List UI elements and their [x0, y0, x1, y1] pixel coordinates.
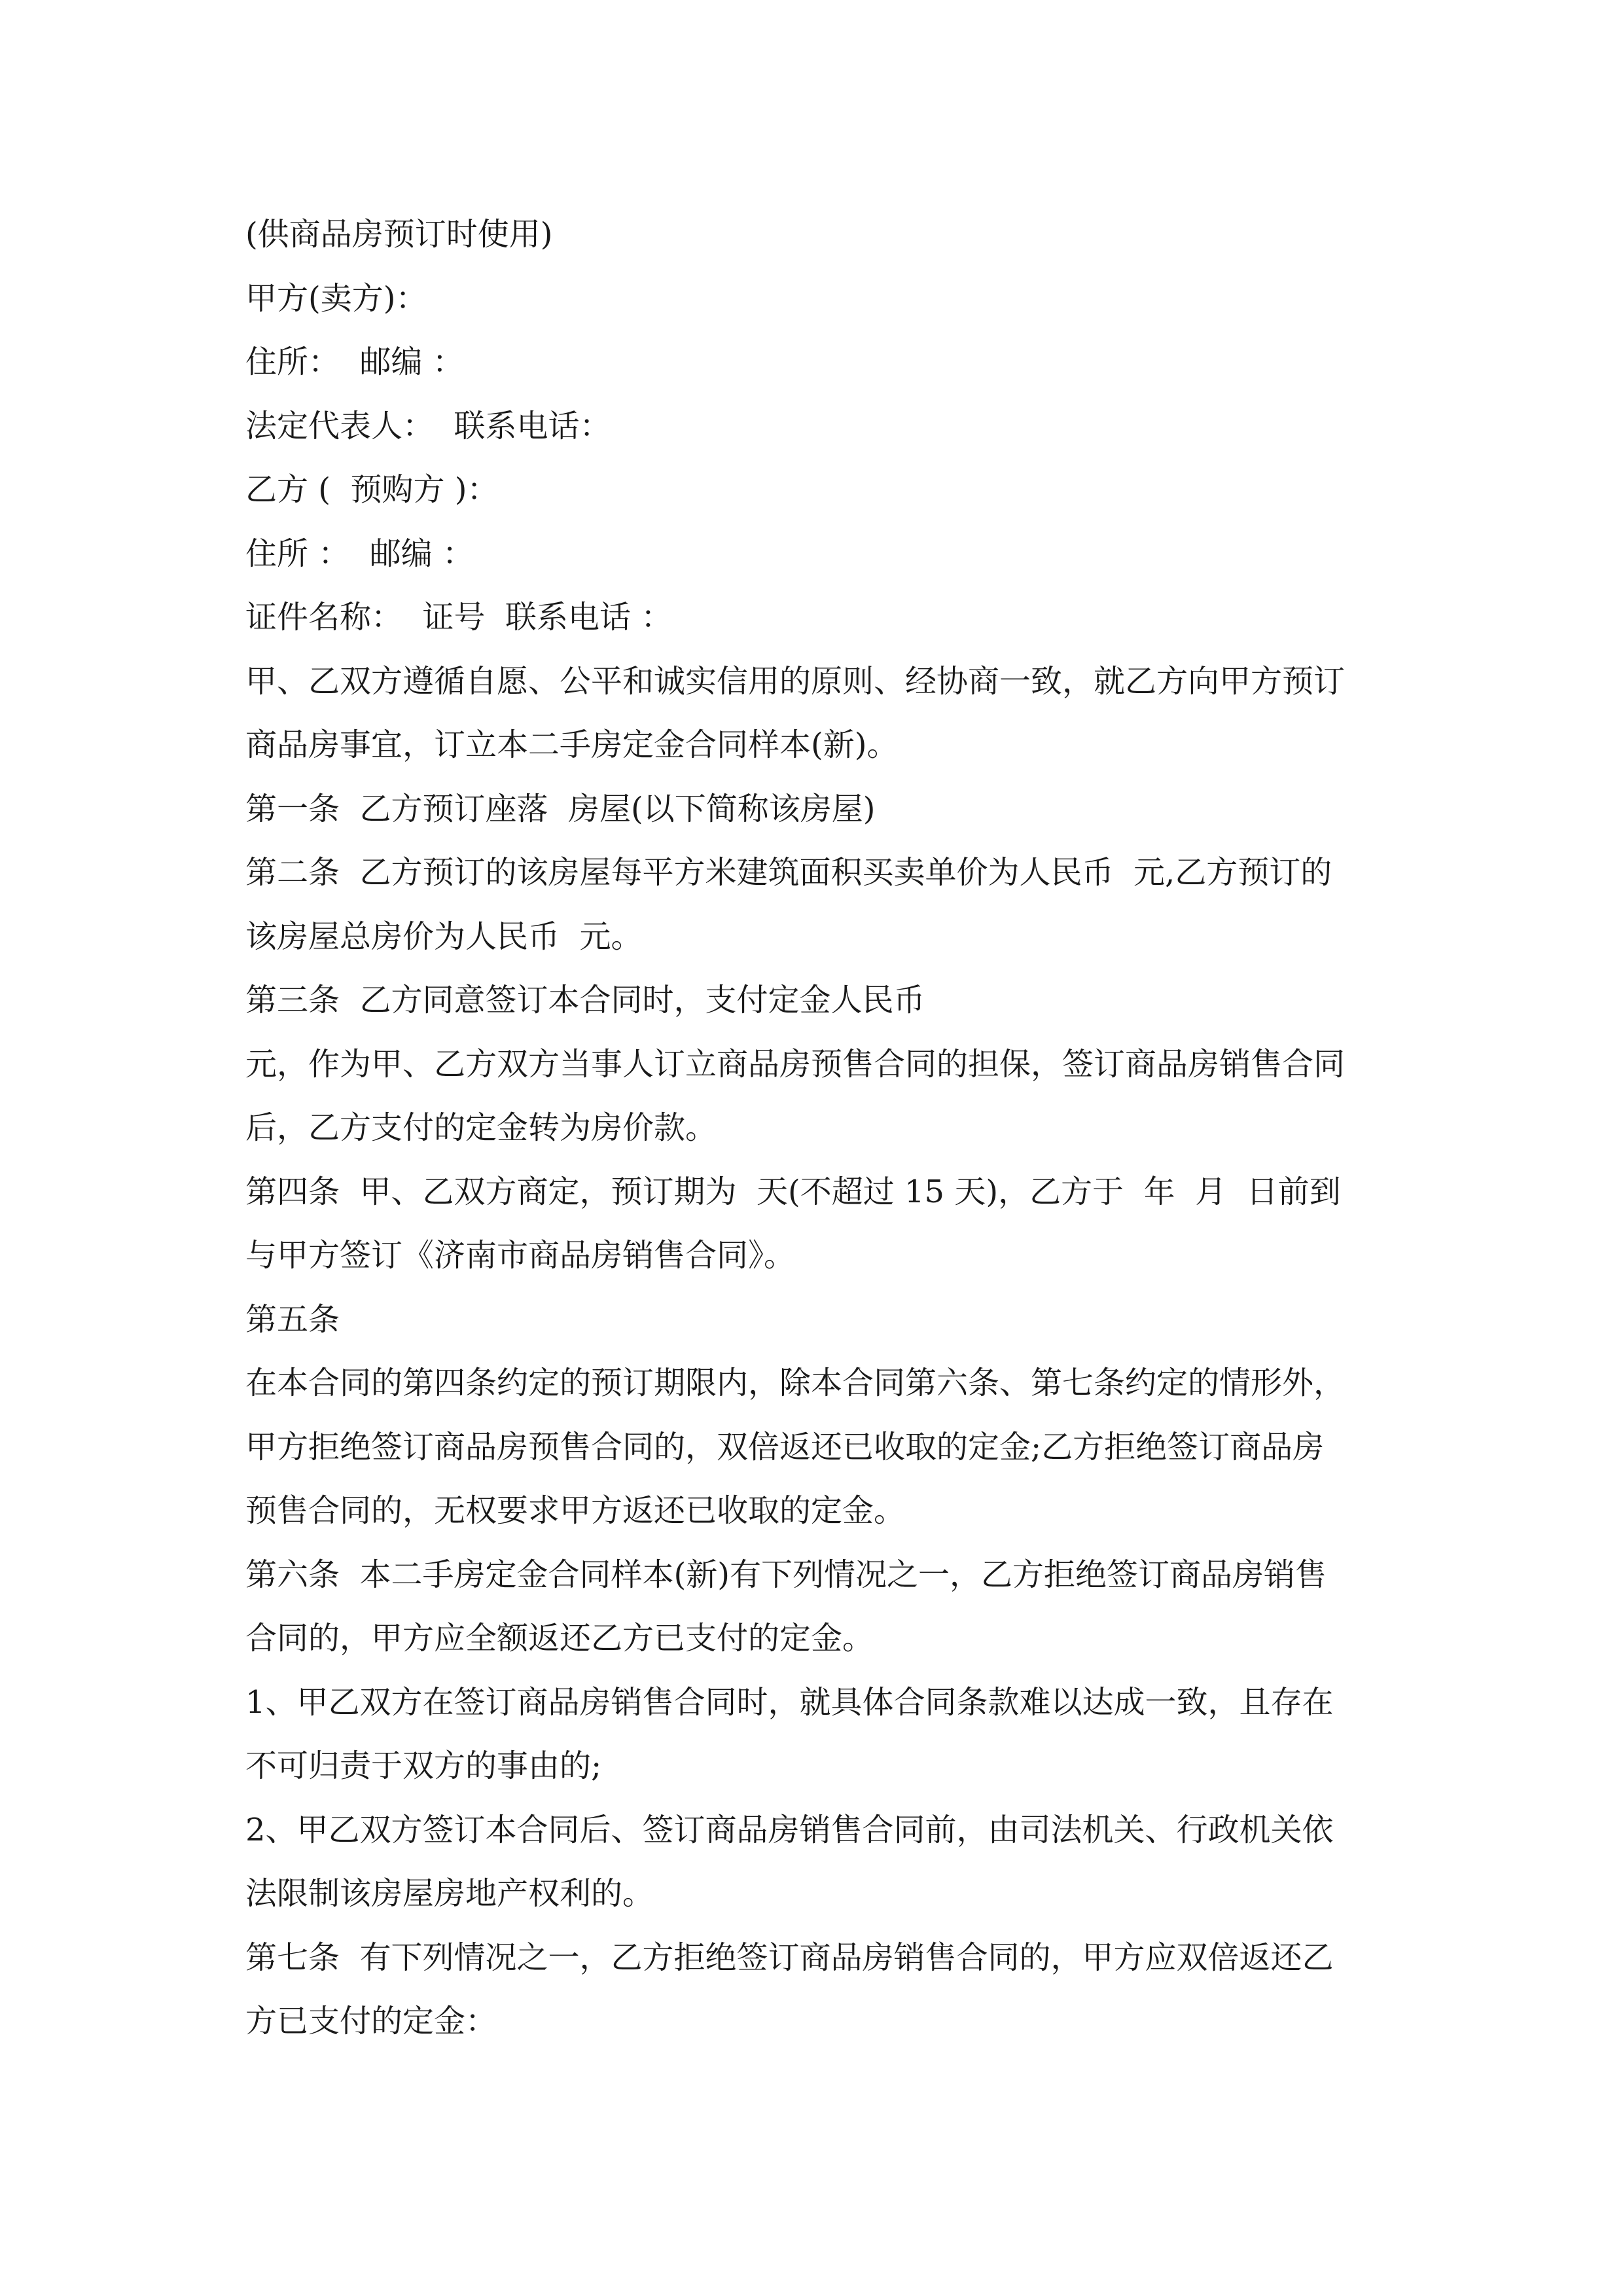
- text-line: 第一条 乙方预订座落 房屋(以下简称该房屋): [245, 790, 876, 827]
- text-line: 住所： 邮编 ：: [245, 344, 464, 380]
- text-line: 甲、乙双方遵循自愿、公平和诚实信用的原则、经协商一致，就乙方向甲方预订: [245, 662, 1346, 700]
- text-line: 法限制该房屋房地产权利的。: [245, 1875, 654, 1912]
- text-line: 在本合同的第四条约定的预订期限内，除本合同第六条、第七条约定的情形外，: [245, 1365, 1346, 1401]
- text-line: 第七条 有下列情况之一，乙方拒绝签订商品房销售合同的，甲方应双倍返还乙: [245, 1939, 1334, 1976]
- text-line: 第二条 乙方预订的该房屋每平方米建筑面积买卖单价为人民币 元,乙方预订的: [245, 854, 1332, 891]
- text-line: 商品房事宜，订立本二手房定金合同样本(新)。: [245, 726, 899, 763]
- text-line: 第三条 乙方同意签订本合同时，支付定金人民币: [245, 982, 925, 1018]
- text-line: 第五条: [245, 1300, 340, 1338]
- text-line: 后，乙方支付的定金转为房价款。: [245, 1109, 717, 1146]
- text-line: 合同的，甲方应全额返还乙方已支付的定金。: [245, 1620, 874, 1657]
- text-line: 该房屋总房价为人民币 元。: [245, 918, 643, 955]
- text-line: 不可归责于双方的事由的;: [245, 1748, 602, 1784]
- text-line: 甲方拒绝签订商品房预售合同的，双倍返还已收取的定金;乙方拒绝签订商品房: [245, 1428, 1325, 1465]
- text-line: 证件名称： 证号 联系电话 ：: [245, 599, 673, 636]
- text-line: 法定代表人： 联系电话：: [245, 407, 611, 444]
- text-line: 住所 ： 邮编 ：: [245, 535, 474, 572]
- text-line: 预售合同的，无权要求甲方返还已收取的定金。: [245, 1492, 906, 1529]
- text-line: 乙方 ( 预购方 )：: [245, 471, 499, 508]
- text-line: 1、甲乙双方在签订商品房销售合同时，就具体合同条款难以达成一致，且存在: [245, 1683, 1334, 1721]
- text-line: 方已支付的定金：: [245, 2003, 497, 2039]
- text-line: (供商品房预订时使用): [245, 216, 553, 253]
- text-line: 元，作为甲、乙方双方当事人订立商品房预售合同的担保，签订商品房销售合同: [245, 1045, 1346, 1083]
- text-line: 与甲方签订《济南市商品房销售合同》。: [245, 1237, 796, 1274]
- text-line: 第六条 本二手房定金合同样本(新)有下列情况之一，乙方拒绝签订商品房销售: [245, 1556, 1327, 1593]
- text-line: 2、甲乙双方签订本合同后、签订商品房销售合同前，由司法机关、行政机关依: [245, 1811, 1334, 1848]
- text-line: 第四条 甲、乙双方商定，预订期为 天(不超过 15 天)，乙方于 年 月 日前到: [245, 1173, 1341, 1210]
- document-body: [245, 203, 1384, 2054]
- text-line: 甲方(卖方)：: [245, 279, 427, 317]
